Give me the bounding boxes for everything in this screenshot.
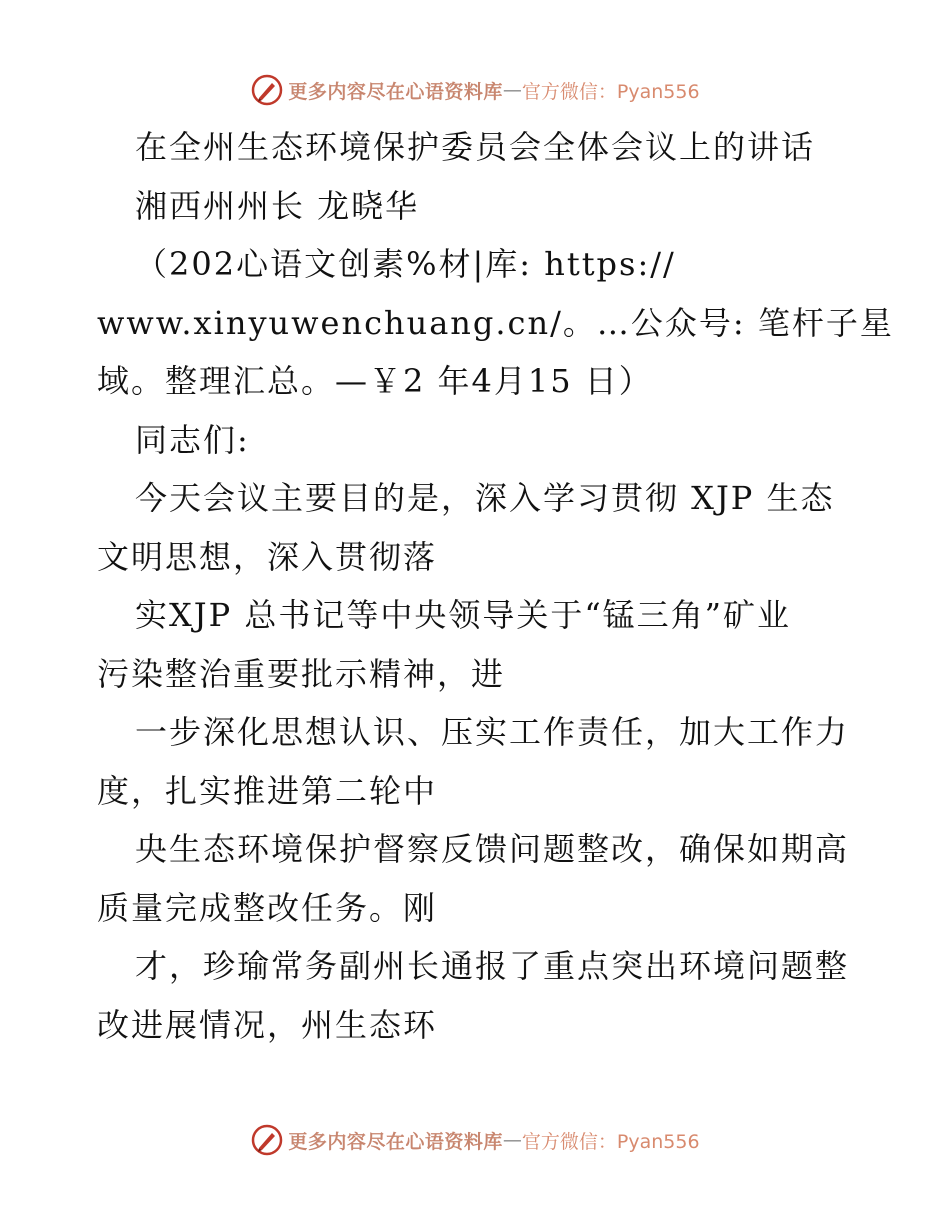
doc-paragraph-line: 度，扎实推进第二轮中 — [97, 771, 438, 810]
header-watermark — [0, 70, 950, 110]
document-body — [97, 118, 894, 1054]
doc-paragraph-line: 污染整治重要批示精神，进 — [97, 654, 506, 693]
watermark-contact: 官方微信：Pyan556 — [521, 80, 700, 103]
pen-logo-icon — [250, 73, 284, 107]
doc-paragraph-line: 一步深化思想认识、压实工作责任，加大工作力 — [135, 713, 850, 751]
doc-paragraph-line: 才，珍瑜常务副州长通报了重点突出环境问题整 — [135, 947, 850, 985]
doc-paragraph-line: 今天会议主要目的是，深入学习贯彻 XJP 生态 — [135, 479, 835, 517]
doc-author: 湘西州州长 龙晓华 — [135, 186, 420, 225]
watermark-separator: — — [502, 79, 522, 101]
pen-logo-icon — [250, 1123, 284, 1157]
doc-paragraph-line: 实XJP 总书记等中央领导关于“锰三角”矿业 — [135, 596, 792, 634]
watermark-brand: 更多内容尽在心语资料库 — [288, 80, 503, 103]
doc-paragraph-line: 央生态环境保护督察反馈问题整改，确保如期高 — [135, 830, 850, 868]
doc-paragraph-line: 改进展情况，州生态环 — [97, 1005, 438, 1044]
doc-paragraph-line: 文明思想，深入贯彻落 — [97, 537, 438, 576]
doc-source-line: www.xinyuwenchuang.cn/。…公众号: 笔杆子星 — [97, 303, 894, 342]
doc-source-line: 域。整理汇总。—￥2 年4月15 日） — [97, 362, 653, 400]
footer-watermark — [0, 1120, 950, 1160]
doc-source-line: （202心语文创素%材|库: https:// — [135, 245, 676, 283]
watermark-separator: — — [502, 1129, 522, 1151]
doc-salutation: 同志们: — [135, 420, 250, 459]
watermark-brand: 更多内容尽在心语资料库 — [288, 1130, 503, 1153]
watermark-contact: 官方微信：Pyan556 — [521, 1130, 700, 1153]
doc-title: 在全州生态环境保护委员会全体会议上的讲话 — [135, 128, 816, 166]
doc-paragraph-line: 质量完成整改任务。刚 — [97, 888, 438, 927]
